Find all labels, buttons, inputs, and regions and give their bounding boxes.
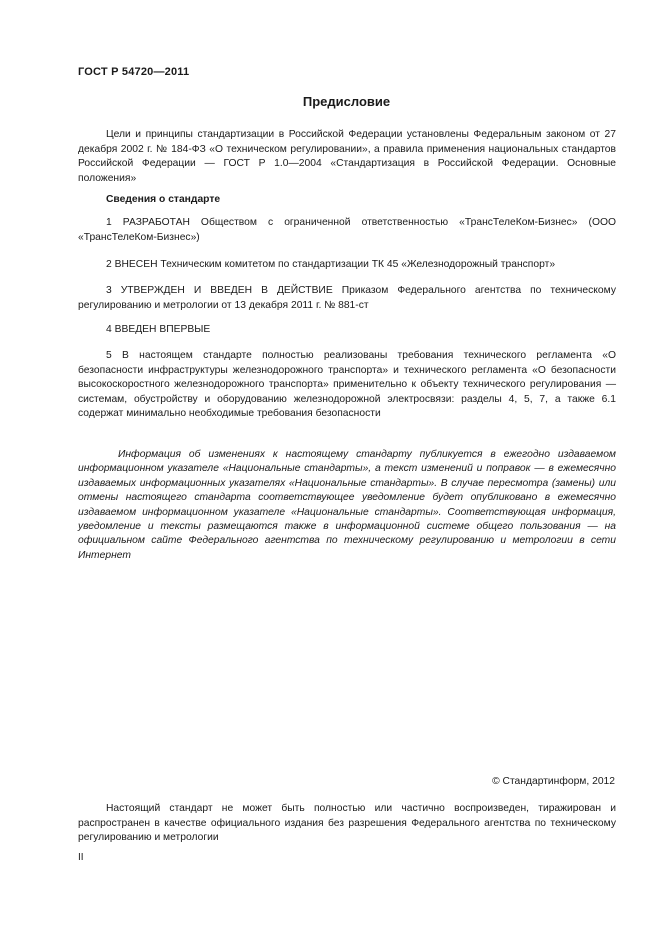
item-4-text: 4 ВВЕДЕН ВПЕРВЫЕ bbox=[106, 324, 211, 335]
item-5 bbox=[78, 349, 616, 422]
intro-text: Цели и принципы стандартизации в Российской Федерации установлены Федеральным законом от 27 декабря 2002 г. № 184-ФЗ «О техническом регулировании», а правила применения национальных стандартов Российской Федерации — ГОСТ Р 1.0—2004 «Стандартизация в Российской Федерации. Основные положения» bbox=[78, 129, 616, 184]
reproduction-text: Настоящий стандарт не может быть полностью или частично воспроизведен, тиражирован и распространен в качестве официального издания без разрешения Федерального агентства по техническому регулированию и метрологии bbox=[78, 803, 616, 844]
copyright: © Стандартинформ, 2012 bbox=[492, 776, 615, 787]
item-2 bbox=[78, 258, 616, 273]
page-title: Предисловие bbox=[302, 94, 391, 109]
item-4 bbox=[78, 323, 616, 338]
document-id: ГОСТ Р 54720—2011 bbox=[78, 66, 190, 78]
notice-paragraph bbox=[78, 448, 616, 563]
item-3-text: 3 УТВЕРЖДЕН И ВВЕДЕН В ДЕЙСТВИЕ Приказом Федерального агентства по техническому регулированию и метрологии от 13 декабря 2011 г. № 881-ст bbox=[78, 285, 616, 311]
info-heading: Сведения о стандарте bbox=[106, 194, 221, 205]
item-2-text: 2 ВНЕСЕН Техническим комитетом по стандартизации ТК 45 «Железнодорожный транспорт» bbox=[106, 259, 556, 270]
intro-paragraph bbox=[78, 128, 616, 186]
notice-text: Информация об изменениях к настоящему стандарту публикуется в ежегодно издаваемом информационном указателе «Национальные стандарты», а текст изменений и поправок — в ежемесячно издаваемых информационных указателях «Национальные стандарты». В случае пересмотра (замены) или отмены настоящего стандарта соответствующее уведомление будет опубликовано в ежемесячно издаваемом информационном указателе «Национальные стандарты». Соответствующая информация, уведомление и тексты размещаются также в информационной системе общего пользования — на официальном сайте Федерального агентства по техническому регулированию и метрологии в сети Интернет bbox=[78, 449, 616, 561]
page-number: II bbox=[78, 852, 84, 863]
reproduction-paragraph bbox=[78, 802, 616, 846]
item-1 bbox=[78, 216, 616, 245]
item-3 bbox=[78, 284, 616, 313]
item-5-text: 5 В настоящем стандарте полностью реализованы требования технического регламента «О безопасности инфраструктуры железнодорожного транспорта» и технического регламента «О безопасности высокоскоростного железнодорожного транспорта» применительно к объекту технического регулирования — системам, обустройству и оборудованию железнодорожной электросвязи: разделы 4, 5, 7, а также 6.1 содержат минимально необходимые требования безопасности bbox=[78, 350, 616, 420]
item-1-text: 1 РАЗРАБОТАН Обществом с ограниченной ответственностью «ТрансТелеКом-Бизнес» (ООО «ТрансТелеКом-Бизнес») bbox=[78, 217, 616, 243]
